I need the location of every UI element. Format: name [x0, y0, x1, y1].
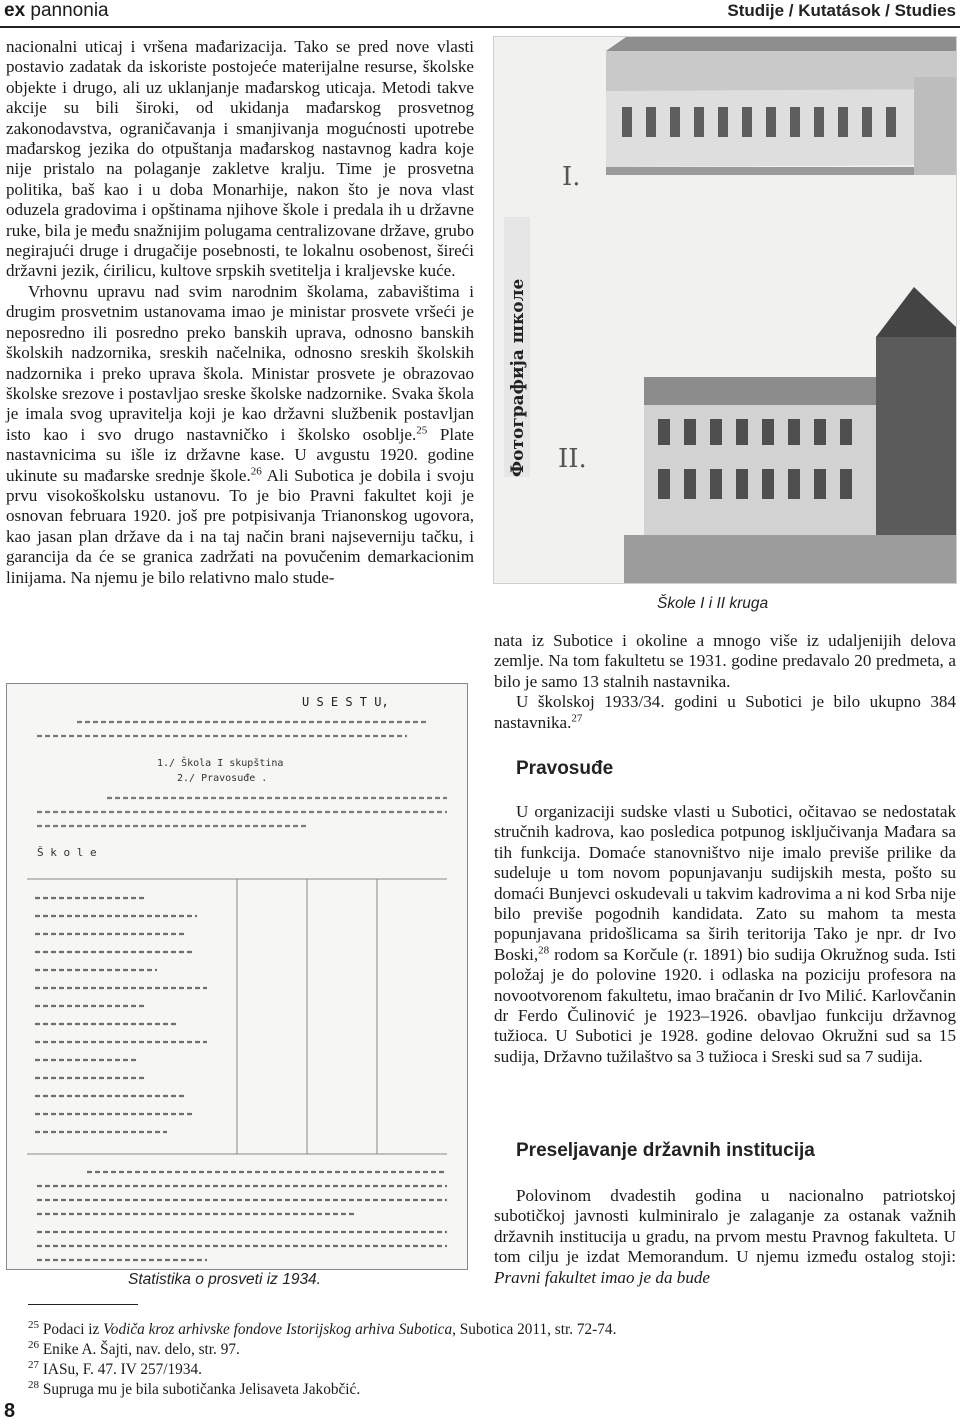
- journal-name: ex pannonia: [4, 0, 109, 21]
- footnote-27: $^{27}$ IASu, F. 47. IV 257/1934.: [28, 1358, 202, 1378]
- document-item-2: 2./ Pravosuđe .: [177, 773, 268, 784]
- footnote-ref[interactable]: 27: [571, 711, 583, 724]
- paragraph: nacionalni uticaj i vršena mađarizacija. Tako se pred nove vlasti postavio zadatak da iskoriste postojeće materijalne resurse, školske objekte i drugo, ali uz uklanjanje mađarskog uticaja. Metodi takve akcije su bili široki, od ukidanja mađarskog prosvetnog zakonodavstva, ograničavanja i smanjivanja mogućnosti upotrebe mađarskog jezika do otpuštanja mađarskog nastavnog kadra koje nije pristalo na polaganje zakletve kralju. Time je prosvetna politika, baš kao i u doba Monarhije, nakon što je nova vlast oduzela gradovima i opštinama njihove škole i predala ih u državne ruke, bila je među snažnijim polugama centralizovane države, grubo negirajući druge i drugačije posebnosti, te lokalnu osobenost, šireći državni jezik, ćirilicu, kultove srpskih svetitelja i kraljevske kuće.: [6, 37, 474, 281]
- paragraph: U školskoj 1933/34. godini u Subotici je bilo ukupno 384 nastavnika.$^{27}$: [494, 692, 956, 732]
- header-divider: [0, 26, 960, 28]
- photo-mark-2: II.: [558, 444, 587, 474]
- footnote-divider: [28, 1304, 138, 1305]
- right-column-bottom: [494, 1186, 956, 1288]
- footnote-ref[interactable]: 26: [250, 464, 262, 477]
- heading-pravosudje: Pravosuđe: [516, 758, 614, 779]
- left-column: [6, 37, 474, 588]
- section-title: Studije / Kutatások / Studies: [727, 1, 956, 20]
- paragraph: U organizaciji sudske vlasti u Subotici, očitavao se nedostatak stručnih kadrova, kao posledica potpunog isključivanja Mađara sa tih funkcija. Domaće stanovništvo nije imalo previše prilike da sudeluje u tom novom popunjavanju sudijskih mesta, pošto su domaći Bunjevci oskudevali u takvim kadrovima a ni kod Srba nije bilo previše pogodnih kandidata. Zato su mahom ta mesta popunjavana pridošlicama sa širih teritorija Tako je npr. dr Ivo Boski,$^{28}$ rodom sa Korčule (r. 1891) bio sudija Okružnog suda. Isti položaj je do polovine 1920. i odlaska na poziciju profesora na novootvorenom fakultetu, imao bračanin dr Ivo Milić. Karlovčanin dr Ferdo Čulinović je 1923–1926. obavljao funkciju državnog tužioca. U Subotici je 1928. godine delovao Okružni sud sa 15 sudija, Državno tužilaštvo sa 3 tužioca i Sreski sud sa 7 sudija.: [494, 802, 956, 1066]
- statistics-document-figure: [6, 683, 468, 1270]
- footnote-26: $^{26}$ Enike A. Šajti, nav. delo, str. 97.: [28, 1338, 240, 1358]
- footnote-ref[interactable]: 25: [416, 424, 428, 437]
- page-number: 8: [4, 1400, 16, 1422]
- photo-mark-1: I.: [562, 162, 581, 192]
- paragraph: Vrhovnu upravu nad svim narodnim školama, zabavištima i drugim prosvetnim ustanovama imao je ministar prosvete vršeći je neposredno ili posredno preko banskih uprava, odnosno banskih školskih nadzornika, sreskih načelnika, odnosno sreskih školskih nadzornika i preko uprava škola. Ministar prosvete je obrazovao školske srezove i postavljao sreske školske nadzornike. Svaka škola je imala svog upravitelja koji je kao državni službenik postavljan isto kao i svo drugo nastavničko i školsko osoblje.$^{25}$ Plate nastavnicima su išle iz državne kase. U avgustu 1920. godine ukinute su mađarske srednje škole.$^{26}$ Ali Subotica je dobila i svoju prvu visokoškolsku ustanovu. To je bio Pravni fakultet koji je osnovan februara 1920. još pre potpisivanja Trianonskog ugovora, kao jasan plan države da i na taj način brani najseverniju tačku, i garancija da će se granica zadržati na povučenim demarkacionim linijama. Na njemu je bilo relativno malo stude-: [6, 281, 475, 587]
- footnote-25: $^{25}$ Podaci iz Vodiča kroz arhivske fondove Istorijskog arhiva Subotica, Subotica 2011, str. 72-74.: [28, 1318, 617, 1338]
- statistics-document-image: [7, 684, 467, 1269]
- document-item-1: 1./ Škola I skupština: [157, 758, 284, 769]
- footnote-28: $^{28}$ Supruga mu je bila subotičanka Jelisaveta Jakobčić.: [28, 1378, 361, 1398]
- right-column-top: [494, 631, 956, 733]
- right-column-middle: [494, 802, 956, 1067]
- photo-caption: Škole I i II kruga: [657, 595, 769, 612]
- document-subhead: Š k o l e: [37, 846, 97, 859]
- paragraph: Polovinom dvadestih godina u nacionalno patriotskoj subotičkoj javnosti kulminiralo je zalaganje za ostanak važnih državnih institucija u gradu, na prvom mestu Pravnog fakulteta. U tom cilju je izdat Memorandum. U njemu između ostalog stoji: Pravni fakultet imao je da bude: [494, 1186, 956, 1287]
- school-photo-figure: [493, 36, 957, 584]
- heading-preseljavanje: Preseljavanje državnih institucija: [516, 1140, 815, 1161]
- document-caption: Statistika o prosveti iz 1934.: [128, 1271, 321, 1288]
- document-title: U S E S T U,: [302, 695, 389, 709]
- school-photo-image: [494, 37, 956, 583]
- footnote-ref[interactable]: 28: [538, 944, 550, 957]
- paragraph: nata iz Subotice i okoline a mnogo više iz udaljenijih delova zemlje. Na tom fakultetu se 1931. godine predavalo 20 predmeta, a bilo je samo 13 stalnih nastavnika.: [494, 631, 956, 691]
- photo-vertical-label: Фотографија школе: [508, 278, 528, 477]
